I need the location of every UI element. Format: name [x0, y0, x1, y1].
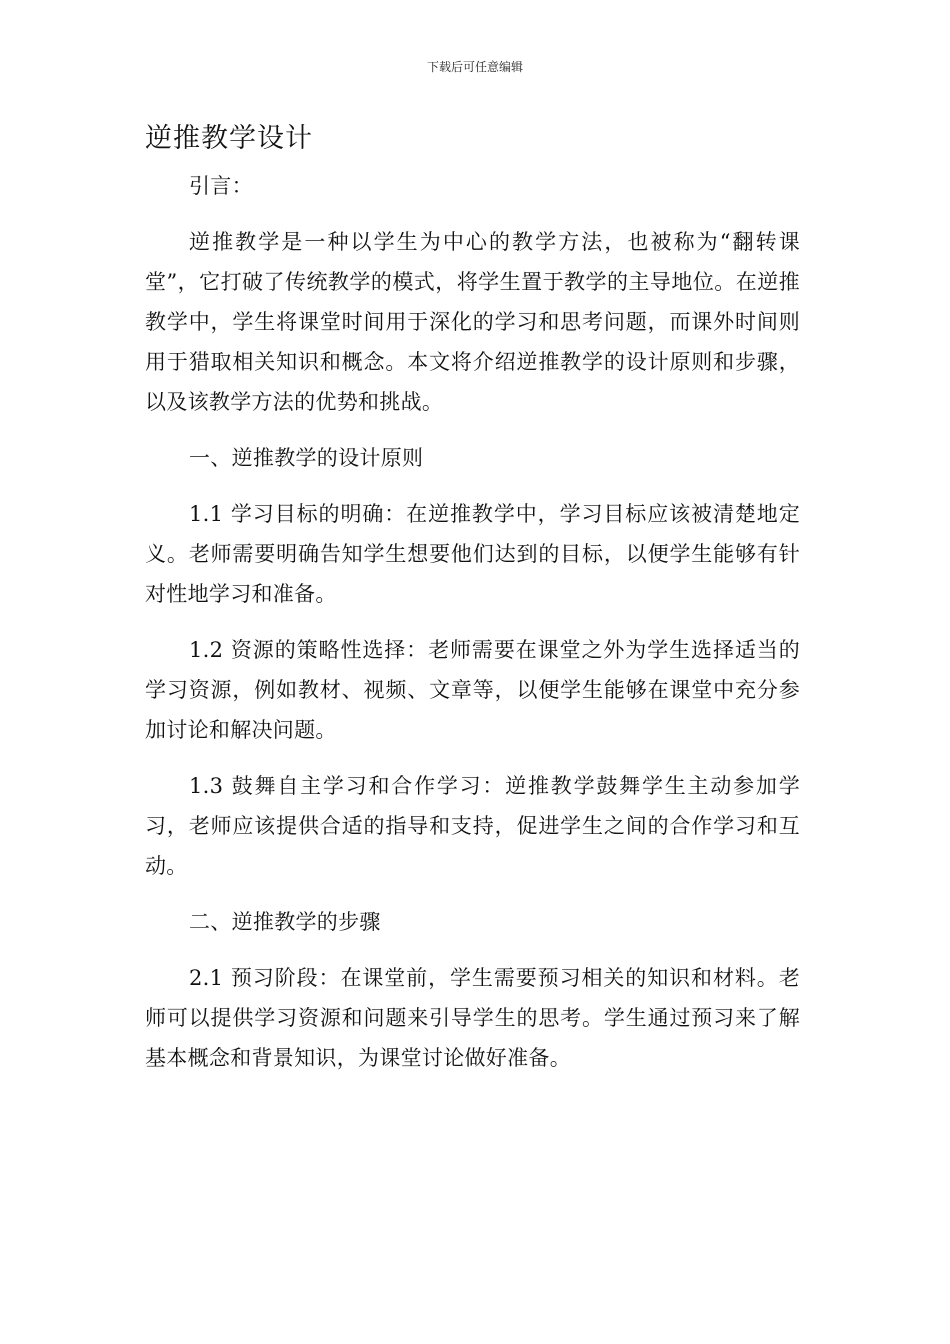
document-title: 逆推教学设计 — [145, 123, 313, 154]
section-heading-principles: 一、逆推教学的设计原则 — [189, 446, 424, 470]
section-heading-steps: 二、逆推教学的步骤 — [189, 910, 381, 934]
document-body — [145, 166, 800, 1094]
step-2-1: 2.1 预习阶段：在课堂前，学生需要预习相关的知识和材料。老师可以提供学习资源和问题来引导学生的思考。学生通过预习来了解基本概念和背景知识，为课堂讨论做好准备。 — [145, 966, 800, 1070]
header-note: 下载后可任意编辑 — [426, 60, 523, 74]
intro-label: 引言： — [189, 174, 253, 198]
principle-1-3: 1.3 鼓舞自主学习和合作学习：逆推教学鼓舞学生主动参加学习，老师应该提供合适的指导和支持，促进学生之间的合作学习和互动。 — [145, 774, 800, 878]
principle-1-1: 1.1 学习目标的明确：在逆推教学中，学习目标应该被清楚地定义。老师需要明确告知学生想要他们达到的目标，以便学生能够有针对性地学习和准备。 — [145, 502, 800, 606]
principle-1-2: 1.2 资源的策略性选择：老师需要在课堂之外为学生选择适当的学习资源，例如教材、视频、文章等，以便学生能够在课堂中充分参加讨论和解决问题。 — [145, 638, 800, 742]
intro-paragraph: 逆推教学是一种以学生为中心的教学方法，也被称为“翻转课堂”，它打破了传统教学的模式，将学生置于教学的主导地位。在逆推教学中，学生将课堂时间用于深化的学习和思考问题，而课外时间则用于猎取相关知识和概念。本文将介绍逆推教学的设计原则和步骤，以及该教学方法的优势和挑战。 — [145, 230, 800, 414]
